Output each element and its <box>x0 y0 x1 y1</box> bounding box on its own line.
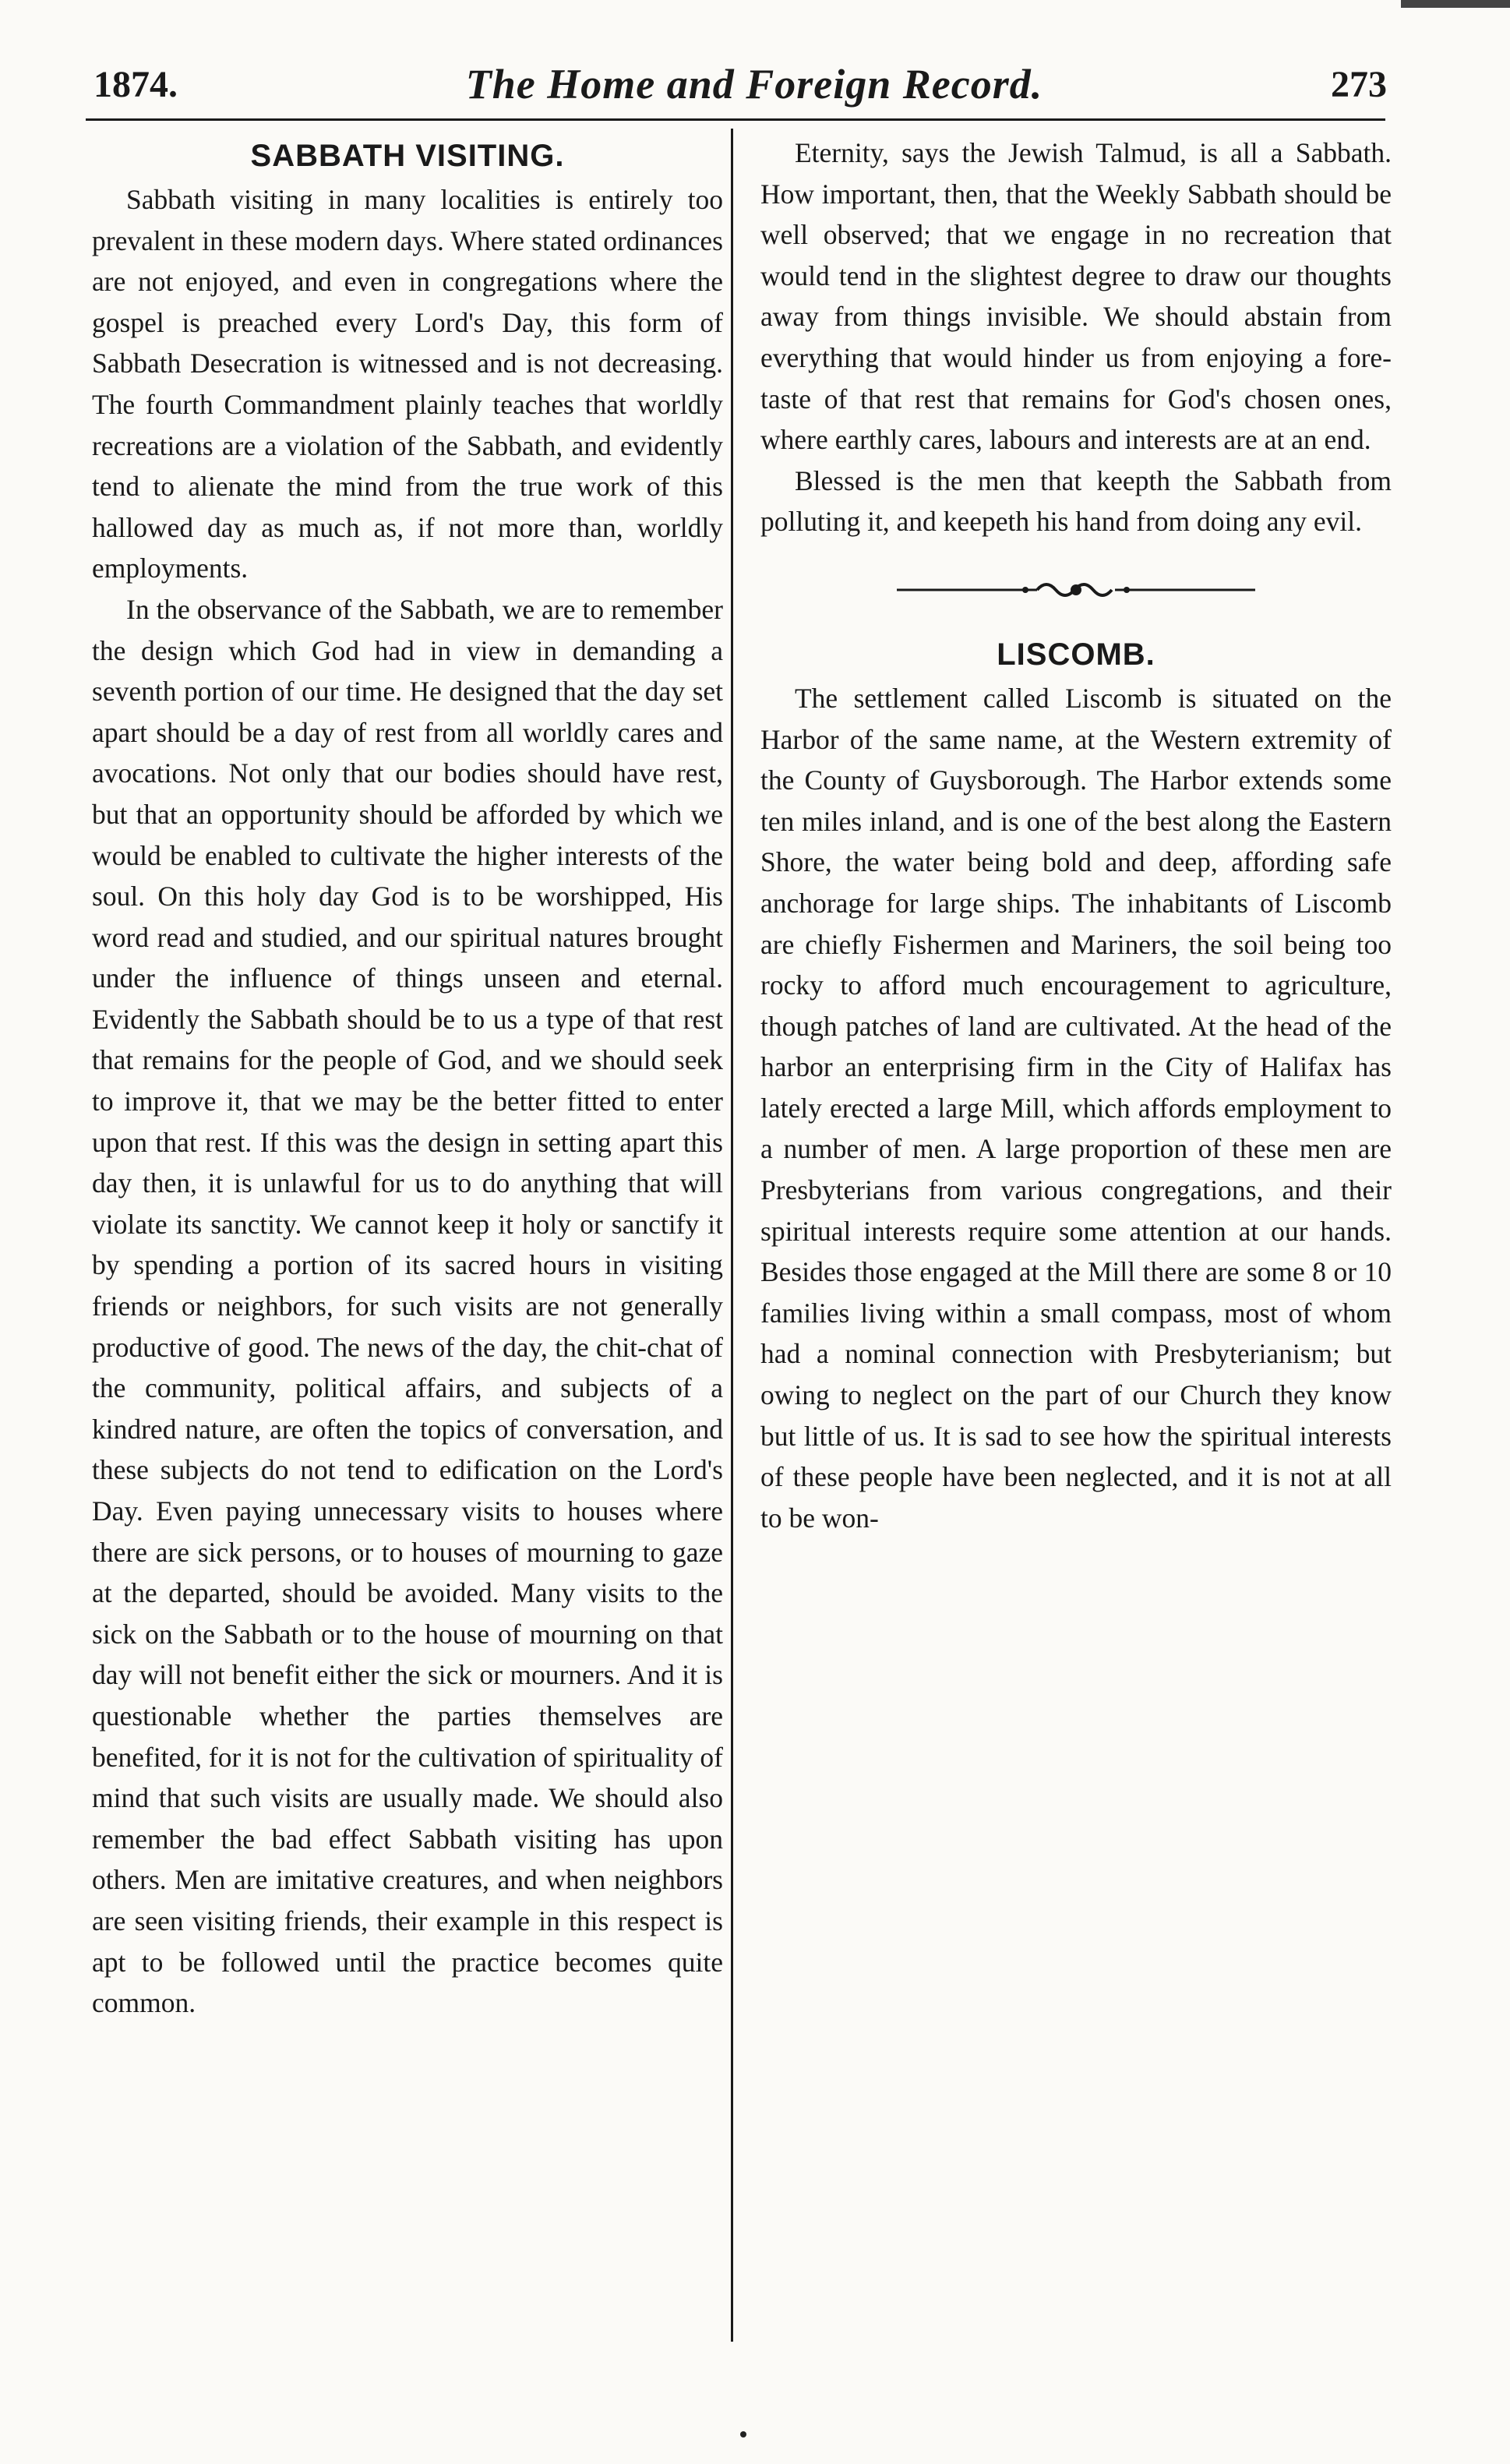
scan-edge-strip <box>1401 0 1510 8</box>
section-ornament-divider <box>760 555 1392 625</box>
left-column <box>92 132 723 2024</box>
article-heading-liscomb: LISCOMB. <box>997 637 1155 672</box>
page-number: 273 <box>1331 63 1387 105</box>
article-paragraph: Blessed is the men that keepth the Sabbath from polluting it, and keepeth his hand from doing any evil. <box>760 464 1392 538</box>
right-column <box>760 132 1392 1538</box>
article-paragraph: Eternity, says the Jewish Talmud, is all a Sabbath. How important, then, that the Weekly Sabbath should be well observed; that we engage in no recreation that would tend in the slightest degree to draw our thoughts away from things invisible. We should abstain from everything that would hinder us from enjoying a fore-taste of that rest that remains for God's chosen ones, where earthly cares, labours and interests are at an end. <box>760 137 1392 456</box>
journal-title: The Home and Foreign Record. <box>465 61 1043 108</box>
column-divider <box>731 129 733 2342</box>
article-paragraph: The settlement called Liscomb is situated on the Harbor of the same name, at the Western extremity of the County of Guysborough. The Harbor extends some ten miles inland, and is one of the best along the Eastern Shore, the water being bold and deep, affording safe anchorage for large ships. The inhabitants of Liscomb are chiefly Fishermen and Mariners, the soil being too rocky to afford much encouragement to agriculture, though patches of land are cultivated. At the head of the harbor an enterprising firm in the City of Halifax has lately erected a large Mill, which affords employment to a number of men. A large proportion of these men are Presbyterians from various congregations, and their spiritual interests require some attention at our hands. Besides those engaged at the Mill there are some 8 or 10 families living within a small compass, most of whom had a nominal connection with Presbyterianism; but owing to neglect on the part of our Church they know but little of us. It is sad to see how the spiritual interests of these people have been neglected, and it is not at all to be won- <box>760 682 1392 1534</box>
header-year: 1874. <box>93 63 178 105</box>
header-rule <box>86 118 1385 121</box>
article-heading-sabbath-visiting: SABBATH VISITING. <box>250 139 565 173</box>
ornament-flourish-icon <box>889 574 1263 605</box>
page-header <box>93 53 1387 115</box>
page-dot <box>740 2431 746 2438</box>
article-paragraph: In the observance of the Sabbath, we are to remember the design which God had in view in demanding a seventh portion of our time. He designed that the day set apart should be a day of rest from all worldly cares and avocations. Not only that our bodies should have rest, but that an opportunity should be afforded by which we would be enabled to cultivate the higher interests of the soul. On this holy day God is to be worshipped, His word read and studied, and our spiritual natures brought under the influence of things unseen and eternal. Evidently the Sabbath should be to us a type of that rest that remains for the people of God, and we should seek to improve it, that we may be the better fitted to enter upon that rest. If this was the design in setting apart this day then, it is unlawful for us to do anything that will violate its sanctity. We cannot keep it holy or sanctify it by spending a portion of its sacred hours in visiting friends or neighbors, for such visits are not generally productive of good. The news of the day, the chit-chat of the community, political affairs, and subjects of a kindred nature, are often the topics of conversation, and these subjects do not tend to edification on the Lord's Day. Even paying unnecessary visits to houses where there are sick persons, or to houses of mourning to gaze at the departed, should be avoided. Many visits to the sick on the Sabbath or to the house of mourning on that day will not benefit either the sick or mourners. And it is questionable whether the parties themselves are benefited, for it is not for the cultivation of spirituality of mind that such visits are usually made. We should also remember the bad effect Sabbath visiting has upon others. Men are imitative creatures, and when neighbors are seen visiting friends, their example in this respect is apt to be followed until the practice becomes quite common. <box>92 593 723 2019</box>
article-paragraph: Sabbath visiting in many localities is entirely too prevalent in these modern days. Where stated ordinances are not enjoyed, and even in congregations where the gospel is preached every Lord's Day, this form of Sabbath Desecration is witnessed and is not decreasing. The fourth Commandment plainly teaches that worldly recreations are a violation of the Sabbath, and evidently tend to alienate the mind from the true work of this hallowed day as much as, if not more than, worldly employments. <box>92 184 723 584</box>
